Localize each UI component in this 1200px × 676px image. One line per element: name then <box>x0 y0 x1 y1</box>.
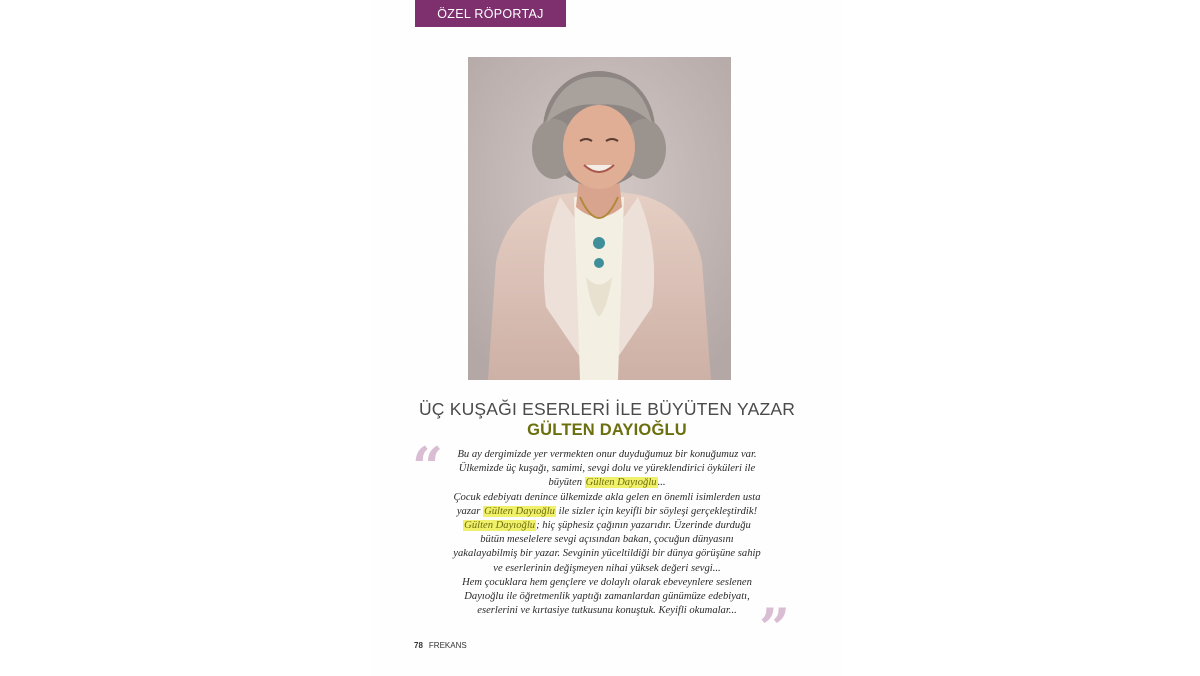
author-name-highlight: Gülten Dayıoğlu <box>464 520 536 532</box>
portrait-illustration <box>468 57 731 380</box>
intro-line: yakalayabilmiş bir yazar. Sevginin yüceltildiği bir dünya görüşüne sahip <box>453 548 761 560</box>
open-quote-icon: “ <box>412 435 444 499</box>
author-name-highlight: Gülten Dayıoğlu <box>585 477 657 489</box>
magazine-name: FREKANS <box>428 641 467 650</box>
intro-line: Hem çocuklara hem gençlere ve dolaylı olarak ebeveynlere seslenen <box>462 576 752 588</box>
page-number: 78 <box>414 641 423 650</box>
section-tag-label: ÖZEL RÖPORTAJ <box>437 6 544 21</box>
intro-line: büyüten Gülten Dayıoğlu... <box>548 477 666 489</box>
intro-line: Çocuk edebiyatı denince ülkemizde akla gelen en önemli isimlerden usta <box>453 491 761 503</box>
intro-line: ve eserlerinin değişmeyen nihai yüksek değeri sevgi... <box>493 562 721 574</box>
article-title: ÜÇ KUŞAĞI ESERLERİ İLE BÜYÜTEN YAZAR <box>418 399 796 419</box>
page-footer <box>414 641 467 650</box>
intro-line: Ülkemizde üç kuşağı, samimi, sevgi dolu ve yüreklendirici öyküleri ile <box>458 463 756 475</box>
section-tag <box>415 0 566 27</box>
author-photo <box>468 57 731 380</box>
intro-line: bütün meselelere sevgi açısından bakan, çocuğun dünyasını <box>480 534 734 546</box>
article-subtitle-name: GÜLTEN DAYIOĞLU <box>527 421 687 439</box>
close-quote-icon: ” <box>759 596 791 660</box>
intro-line: Bu ay dergimizde yer vermekten onur duyduğumuz bir konuğumuz var. <box>457 449 757 460</box>
intro-line: Dayıoğlu ile öğretmenlik yaptığı zamanlardan günümüze edebiyatı, <box>464 591 750 603</box>
author-name-highlight: Gülten Dayıoğlu <box>484 505 555 517</box>
intro-line: Gülten Dayıoğlu; hiç şüphesiz çağının yazarıdır. Üzerinde durduğu <box>464 520 751 532</box>
intro-paragraph <box>432 448 782 618</box>
intro-line: eserlerini ve kırtasiye tutkusunu konuştuk. Keyifli okumalar... <box>477 605 737 617</box>
intro-line: yazar Gülten Dayıoğlu ile sizler için keyifli bir söyleşi gerçekleştirdik! <box>456 505 758 517</box>
